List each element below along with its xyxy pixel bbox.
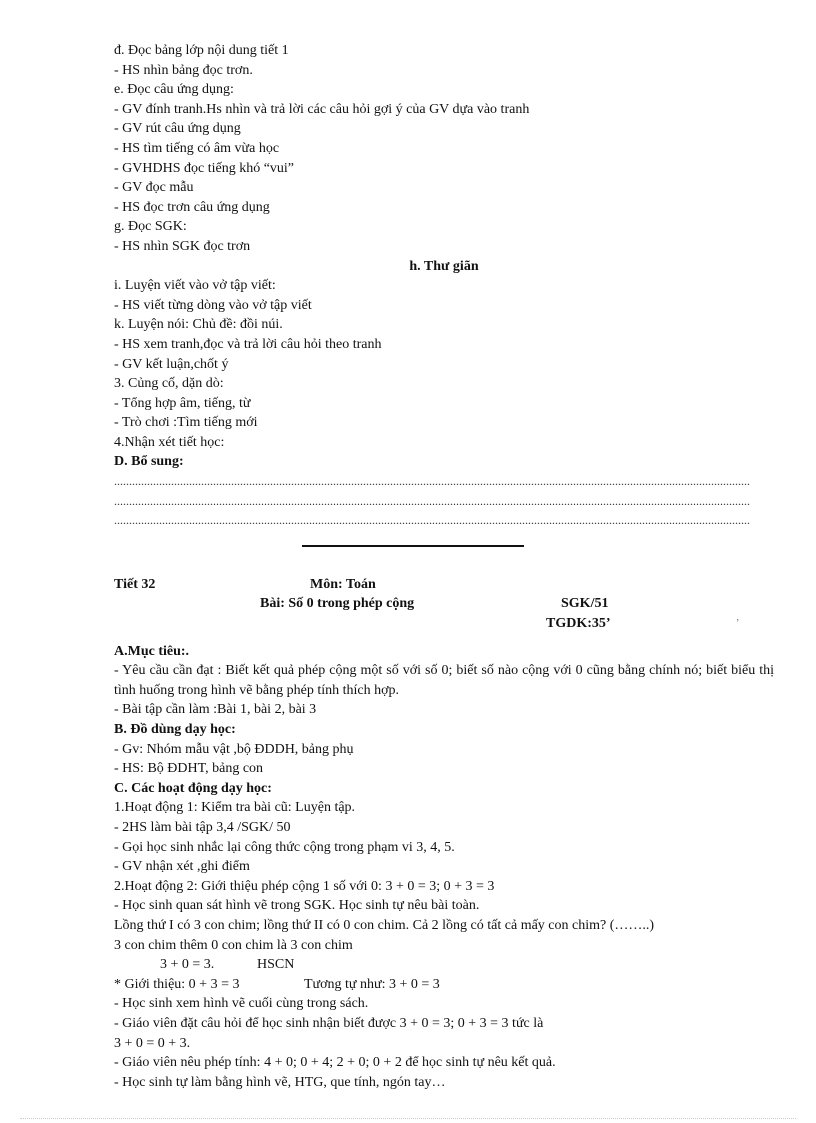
text-line: 4.Nhận xét tiết học: bbox=[114, 434, 225, 450]
dotted-line: .................................................................................................................................................................................................................... bbox=[114, 513, 750, 528]
text-line: - HS tìm tiếng có âm vừa học bbox=[114, 140, 280, 156]
lesson-sgk: SGK/51 bbox=[561, 596, 609, 612]
page-bottom-border bbox=[20, 1118, 796, 1119]
text-line: - GV đọc mẫu bbox=[114, 180, 194, 196]
text-line: e. Đọc câu ứng dụng: bbox=[114, 82, 234, 98]
text-line: k. Luyện nói: Chủ đề: đồi núi. bbox=[114, 317, 283, 333]
stray-mark: ’ bbox=[736, 618, 740, 630]
activities-heading: C. Các hoạt động dạy học: bbox=[114, 780, 272, 796]
intro-right: Tương tự như: 3 + 0 = 3 bbox=[304, 976, 440, 992]
text-line: - Giáo viên đặt câu hỏi để học sinh nhận biết được 3 + 0 = 3; 0 + 3 = 3 tức là bbox=[114, 1015, 544, 1031]
text-line: - HS nhìn bảng đọc trơn. bbox=[114, 62, 253, 78]
document-page bbox=[114, 41, 774, 1092]
text-line: 2.Hoạt động 2: Giới thiệu phép cộng 1 số với 0: 3 + 0 = 3; 0 + 3 = 3 bbox=[114, 878, 495, 894]
text-line: 1.Hoạt động 1: Kiểm tra bài cũ: Luyện tập. bbox=[114, 800, 356, 816]
equation-note: HSCN bbox=[257, 957, 295, 973]
writing-speaking-steps bbox=[114, 276, 774, 452]
dotted-line: .................................................................................................................................................................................................................... bbox=[114, 493, 750, 508]
lesson-tgdk: TGDK:35’ bbox=[546, 616, 611, 632]
text-line: - HS nhìn SGK đọc trơn bbox=[114, 238, 251, 254]
lesson-title: Bài: Số 0 trong phép cộng bbox=[260, 596, 415, 612]
text-line: - Học sinh xem hình vẽ cuối cùng trong sách. bbox=[114, 996, 369, 1012]
reading-steps bbox=[114, 41, 774, 257]
lesson-period: Tiết 32 bbox=[114, 576, 156, 592]
lesson-title-row bbox=[114, 594, 774, 614]
equation-row bbox=[114, 955, 774, 975]
text-line: - HS đọc trơn câu ứng dụng bbox=[114, 199, 270, 215]
text-line: - GV kết luận,chốt ý bbox=[114, 356, 229, 372]
text-line: - Gọi học sinh nhắc lại công thức cộng trong phạm vi 3, 4, 5. bbox=[114, 839, 455, 855]
text-line: - GV nhận xét ,ghi điểm bbox=[114, 859, 250, 875]
text-line: - GV rút câu ứng dụng bbox=[114, 121, 241, 137]
intro-left: * Giới thiệu: 0 + 3 = 3 bbox=[114, 976, 240, 992]
text-line: - Giáo viên nêu phép tính: 4 + 0; 0 + 4; 2 + 0; 0 + 2 để học sinh tự nêu kết quả. bbox=[114, 1055, 556, 1071]
text-line: - Trò chơi :Tìm tiếng mới bbox=[114, 415, 258, 431]
text-line: 3. Củng cố, dặn dò: bbox=[114, 376, 224, 392]
objectives-heading: A.Mục tiêu:. bbox=[114, 643, 190, 659]
relax-heading: h. Thư giãn bbox=[409, 258, 479, 274]
equation: 3 + 0 = 3. bbox=[160, 957, 215, 973]
dotted-line: .................................................................................................................................................................................................................... bbox=[114, 474, 750, 489]
text-line: i. Luyện viết vào vở tập viết: bbox=[114, 278, 276, 294]
materials-heading: B. Đồ dùng dạy học: bbox=[114, 722, 236, 737]
lesson-subject: Môn: Toán bbox=[310, 576, 376, 592]
text-line: - GVHDHS đọc tiếng khó “vui” bbox=[114, 160, 295, 176]
text-line: 3 con chim thêm 0 con chim là 3 con chim bbox=[114, 937, 353, 953]
objectives-text: - Yêu cầu cần đạt : Biết kết quả phép cộng một số với số 0; biết số nào cộng với 0 cũng bằng chính nó; biết biểu thị tình huống trong hình vẽ bằng phép tính thích hợp. bbox=[114, 663, 774, 698]
text-line: - Tổng hợp âm, tiếng, từ bbox=[114, 395, 251, 411]
text-line: - HS viết từng dòng vào vở tập viết bbox=[114, 297, 312, 313]
text-line: - Học sinh tự làm bằng hình vẽ, HTG, que tính, ngón tay… bbox=[114, 1074, 446, 1090]
text-line: - Học sinh quan sát hình vẽ trong SGK. Học sinh tự nêu bài toàn. bbox=[114, 898, 480, 914]
objectives-exercises: - Bài tập cần làm :Bài 1, bài 2, bài 3 bbox=[114, 702, 317, 718]
text-line: - GV đính tranh.Hs nhìn và trả lời các câu hỏi gợi ý của GV dựa vào tranh bbox=[114, 101, 530, 117]
supplement-heading: D. Bổ sung: bbox=[114, 454, 184, 470]
intro-row bbox=[114, 975, 774, 995]
text-line: - Gv: Nhóm mẫu vật ,bộ ĐDDH, bảng phụ bbox=[114, 741, 354, 757]
text-line: Lồng thứ I có 3 con chim; lồng thứ II có 0 con chim. Cả 2 lồng có tất cả mấy con chim? (……..) bbox=[114, 917, 655, 933]
text-line: - HS xem tranh,đọc và trả lời câu hỏi theo tranh bbox=[114, 336, 382, 352]
text-line: - HS: Bộ ĐDHT, bảng con bbox=[114, 761, 264, 777]
lesson-time-row bbox=[114, 614, 774, 634]
text-line: g. Đọc SGK: bbox=[114, 219, 187, 235]
text-line: 3 + 0 = 0 + 3. bbox=[114, 1035, 191, 1051]
text-line: - 2HS làm bài tập 3,4 /SGK/ 50 bbox=[114, 819, 291, 835]
text-line: đ. Đọc bảng lớp nội dung tiết 1 bbox=[114, 43, 289, 58]
lesson-header-row bbox=[114, 575, 774, 595]
